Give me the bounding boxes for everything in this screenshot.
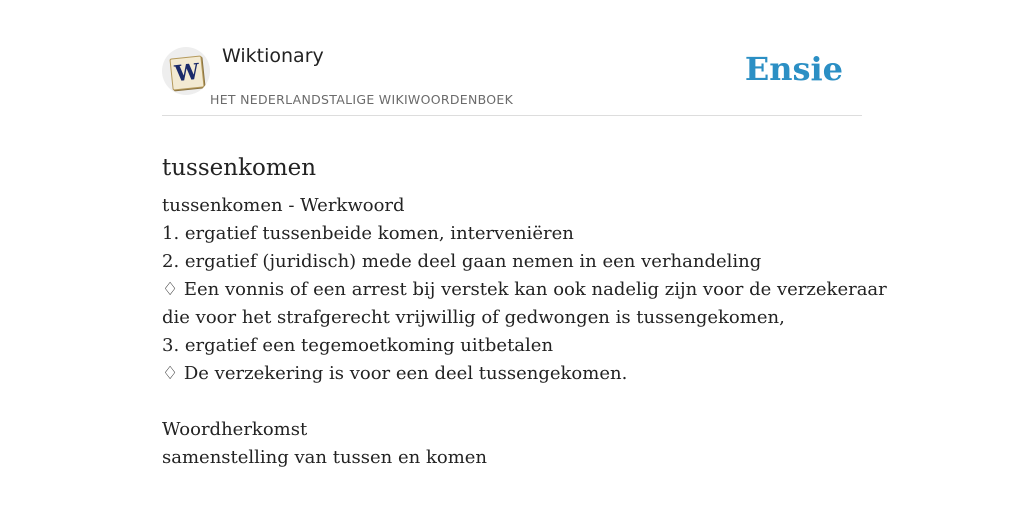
site-logo[interactable]	[162, 47, 210, 95]
example-line: ♢ Een vonnis of een arrest bij verstek kan ook nadelig zijn voor de verzekeraar	[162, 279, 887, 300]
site-name[interactable]: Wiktionary	[222, 45, 324, 67]
site-tagline: HET NEDERLANDSTALIGE WIKIWOORDENBOEK	[210, 92, 514, 107]
definition-line: 3. ergatief een tegemoetkoming uitbetalen	[162, 335, 554, 356]
page-title: tussenkomen	[162, 155, 317, 182]
example-line: ♢ De verzekering is voor een deel tussengekomen.	[162, 363, 628, 384]
definition-line: 1. ergatief tussenbeide komen, interveniëren	[162, 223, 574, 244]
header-divider	[162, 115, 862, 116]
entry-heading: tussenkomen - Werkwoord	[162, 195, 405, 216]
brand-logo[interactable]: Ensie	[744, 50, 843, 88]
etymology-heading: Woordherkomst	[162, 419, 308, 440]
logo-letter: W	[173, 58, 201, 88]
example-line: die voor het strafgerecht vrijwillig of gedwongen is tussengekomen,	[162, 307, 785, 328]
definition-line: 2. ergatief (juridisch) mede deel gaan nemen in een verhandeling	[162, 251, 762, 272]
spacer	[162, 388, 862, 416]
etymology-text: samenstelling van tussen en komen	[162, 447, 488, 468]
wiktionary-logo-icon	[169, 55, 204, 90]
entry-body	[162, 192, 887, 472]
